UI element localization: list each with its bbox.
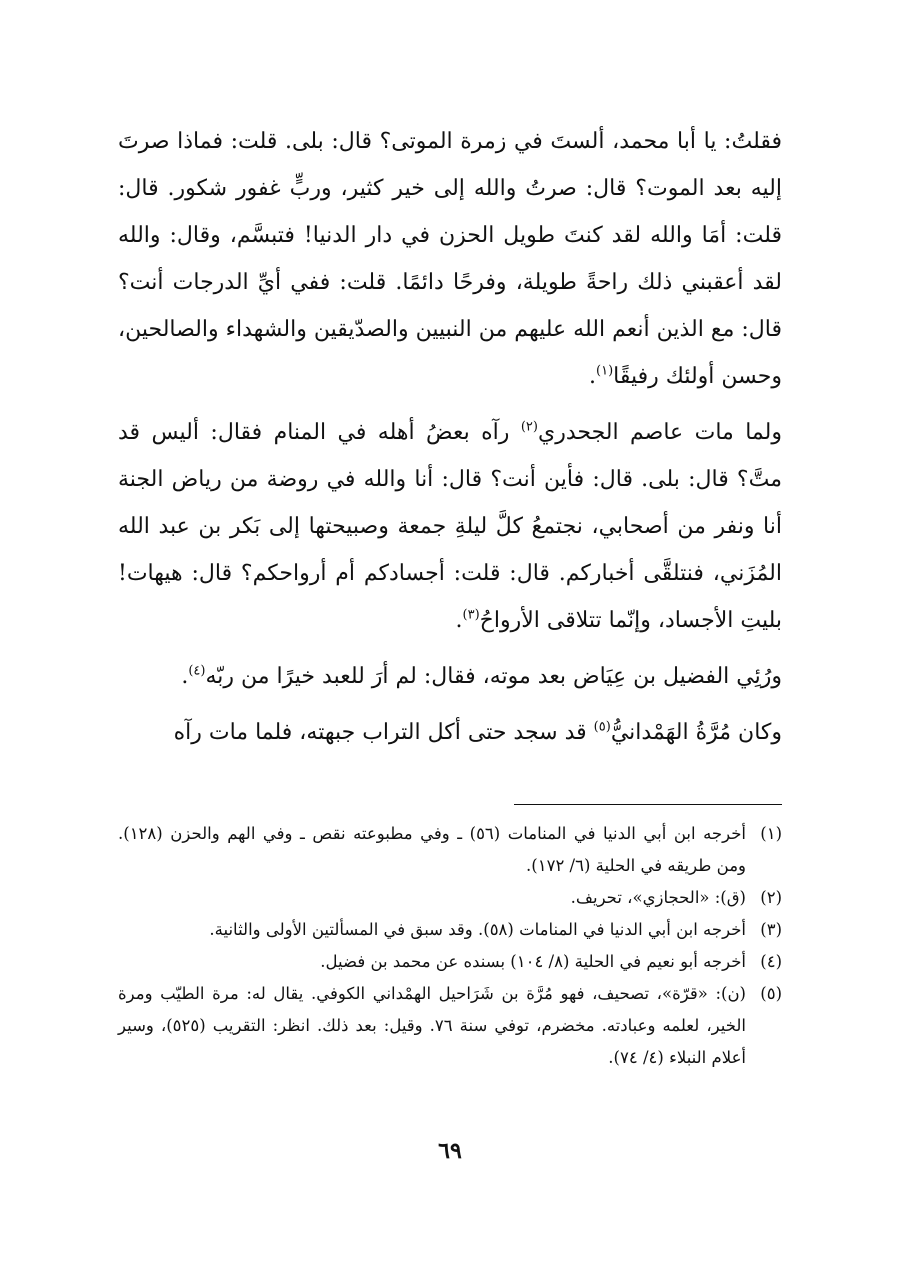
paragraph-4: [118, 709, 782, 756]
footnote-item: [118, 882, 782, 914]
paragraph-1: [118, 118, 782, 400]
footnote-text: أخرجه ابن أبي الدنيا في المنامات (٥٦) ـ وفي مطبوعته نقص ـ وفي الهم والحزن (١٢٨). ومن طريقه في الحلية (٦/ ١٧٢).: [118, 824, 747, 875]
book-page: [118, 118, 782, 1178]
footnote-separator: [514, 804, 782, 805]
paragraph-text: فقلتُ: يا أبا محمد، ألستَ في زمرة الموتى؟ قال: بلى. قلت: فماذا صرتَ إليه بعد الموت؟ قال: صرتُ والله إلى خير كثير، وربٍّ غفور شكور. قال: قلت: أمَا والله لقد كنتَ طويل الحزن في دار الدنيا! فتبسَّم، وقال: والله لقد أعقبني ذلك راحةً طويلة، وفرحًا دائمًا. قلت: ففي أيِّ الدرجات أنت؟ قال: مع الذين أنعم الله عليهم من النبيين والصدّيقين والشهداء والصالحين، وحسن أولئك رفيقًا: [118, 129, 782, 389]
footnote-ref-1[interactable]: (١): [596, 363, 614, 379]
footnote-number: (٤): [760, 952, 782, 971]
paragraph-tail: .: [589, 364, 597, 389]
paragraph-tail: رآه بعضُ أهله في المنام فقال: أليس قد متَّ؟ قال: بلى. قال: فأين أنت؟ قال: أنا والله في روضة من رياض الجنة أنا ونفر من أصحابي، نجتمعُ كلَّ ليلةِ جمعة وصبيحتها إلى بَكر بن عبد الله المُزَني، فنتلقَّى أخباركم. قال: قلت: أجسادكم أم أرواحكم؟ قال: هيهات! بليتِ الأجساد، وإنّما تتلاقى الأرواحُ: [118, 420, 782, 633]
footnote-ref-3[interactable]: (٣): [462, 607, 480, 623]
footnote-item: [118, 946, 782, 978]
footnotes-list: [118, 818, 782, 1074]
paragraph-text: ورُئِي الفضيل بن عِيَاض بعد موته، فقال: لم أرَ للعبد خيرًا من ربّه: [205, 664, 782, 689]
footnote-ref-5[interactable]: (٥): [593, 719, 611, 735]
footnote-ref-4[interactable]: (٤): [188, 663, 206, 679]
footnote-number: (٣): [760, 920, 782, 939]
footnote-text: أخرجه أبو نعيم في الحلية (٨/ ١٠٤) بسنده عن محمد بن فضيل.: [320, 952, 746, 971]
footnote-number: (٥): [760, 984, 782, 1003]
footnote-number: (١): [760, 824, 782, 843]
paragraph-tail: .: [181, 664, 189, 689]
footnote-item: [118, 978, 782, 1074]
paragraph-2: [118, 409, 782, 644]
footnote-item: [118, 818, 782, 882]
paragraph-text: ولما مات عاصم الجحدري: [537, 420, 782, 445]
paragraph-3: [118, 653, 782, 700]
footnote-text: (ق): «الحجازي»، تحريف.: [570, 888, 746, 907]
footnote-item: [118, 914, 782, 946]
footnote-ref-2[interactable]: (٢): [520, 419, 538, 435]
paragraph-tail-2: .: [455, 608, 463, 633]
page-number: ٦٩: [438, 1138, 462, 1164]
footnote-number: (٢): [760, 888, 782, 907]
paragraph-tail: قد سجد حتى أكل التراب جبهته، فلما مات رآه: [173, 720, 594, 745]
footnote-text: (ن): «قرّة»، تصحيف، فهو مُرَّة بن شَرَاحيل الهمْداني الكوفي. يقال له: مرة الطيّب ومرة الخير، لعلمه وعبادته. مخضرم، توفي سنة ٧٦. وقيل: بعد ذلك. انظر: التقريب (٥٢٥)، وسير أعلام النبلاء (٤/ ٧٤).: [118, 984, 746, 1067]
footnote-text: أخرجه ابن أبي الدنيا في المنامات (٥٨). وقد سبق في المسألتين الأولى والثانية.: [209, 920, 746, 939]
paragraph-text: وكان مُرَّةُ الهَمْدانيُّ: [610, 720, 782, 745]
